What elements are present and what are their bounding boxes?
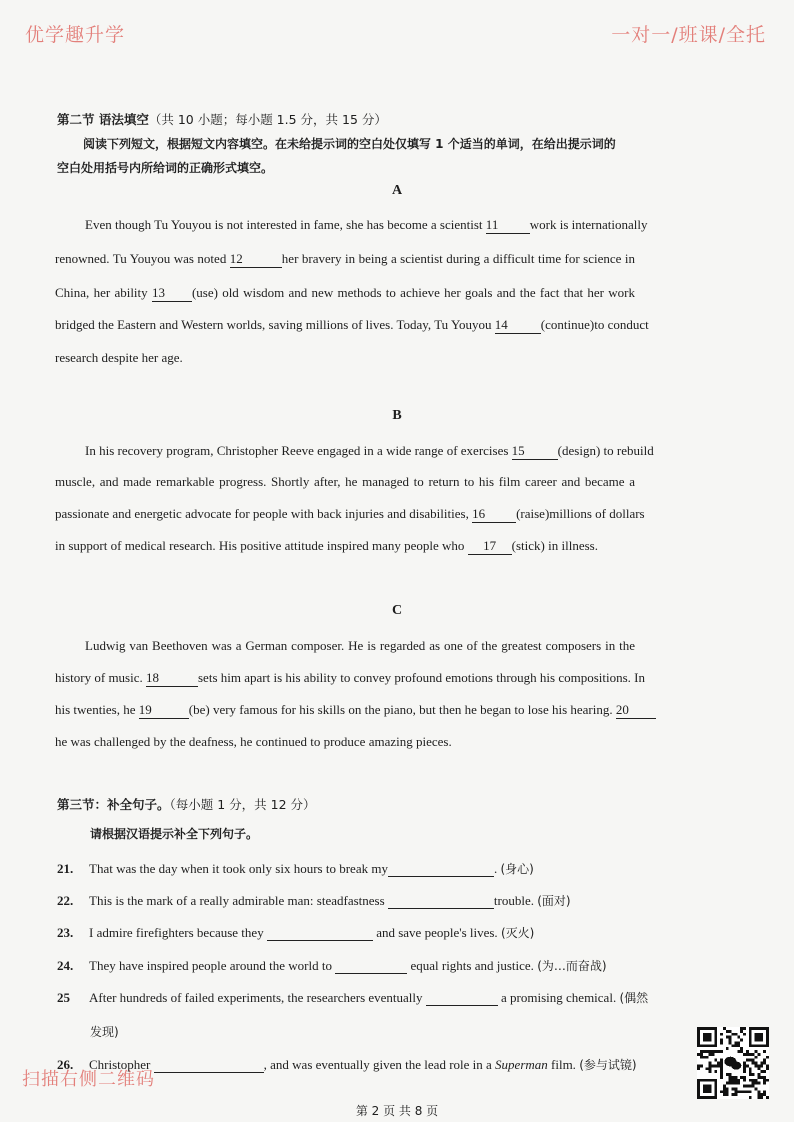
qr-module (737, 1044, 740, 1047)
qr-module (763, 1082, 766, 1085)
qr-module (732, 1044, 735, 1047)
blank-13: 13 (152, 285, 192, 302)
qr-module (752, 1085, 755, 1088)
section2-instruction-1: 阅读下列短文，根据短文内容填空。在未给提示词的空白处仅填写 1 个适当的单词，在给出提示词的 (83, 137, 616, 151)
qr-module (743, 1085, 746, 1088)
qr-module (755, 1087, 758, 1090)
qr-module (734, 1090, 737, 1093)
qr-module (734, 1087, 737, 1090)
qr-module (740, 1047, 743, 1050)
answer-blank (154, 1060, 264, 1073)
text-span: (be) very famous for his skills on the piano, but then he began to lose his hearing. (188, 702, 613, 717)
qr-module (760, 1093, 763, 1096)
qr-module (737, 1082, 740, 1085)
qr-module (726, 1036, 729, 1039)
section3-title: 第三节：补全句子。 (57, 797, 170, 812)
qr-module (757, 1053, 760, 1056)
qr-module (752, 1079, 755, 1082)
question-text: . (493, 861, 498, 876)
text-span: passionate and energetic advocate for people with back injuries and disabilities, (55, 506, 469, 521)
qr-module (720, 1041, 723, 1044)
qr-module (757, 1067, 760, 1070)
qr-module (726, 1030, 729, 1033)
section3-heading (57, 795, 316, 813)
text-span: his twenties, he (55, 702, 136, 717)
text-span: In his recovery program, Christopher Reeve engaged in a wide range of exercises (85, 443, 509, 458)
qr-module (703, 1050, 706, 1053)
qr-module (749, 1053, 752, 1056)
qr-module (763, 1076, 766, 1079)
question-number: 21. (57, 861, 74, 876)
qr-module (757, 1073, 760, 1076)
answer-blank (267, 928, 373, 941)
text-span: sets him apart is his ability to convey profound emotions through his compositions. In (198, 670, 646, 685)
wechat-icon (723, 1053, 743, 1073)
blank-19: 19 (139, 702, 189, 719)
qr-module (763, 1093, 766, 1096)
qr-module (706, 1067, 709, 1070)
qr-module (755, 1056, 758, 1059)
passage-b-line-1 (85, 443, 654, 460)
qr-module (709, 1062, 712, 1065)
question-text: They have inspired people around the world to (89, 958, 332, 973)
qr-module (760, 1070, 763, 1073)
qr-module (700, 1064, 703, 1067)
chinese-hint: (身心) (500, 862, 534, 876)
text-span: her bravery in being a scientist during a difficult time for science in (281, 251, 636, 266)
section3-score: （每小题 1 分，共 12 分） (169, 797, 316, 812)
qr-module (729, 1030, 732, 1033)
qr-module (711, 1053, 714, 1056)
qr-module (714, 1050, 717, 1053)
qr-module (737, 1090, 740, 1093)
text-span: history of music. (55, 670, 143, 685)
qr-module (760, 1064, 763, 1067)
qr-module (755, 1064, 758, 1067)
blank-20: 20 (616, 702, 656, 719)
qr-module (732, 1076, 735, 1079)
qr-module (700, 1053, 703, 1056)
qr-module (734, 1079, 737, 1082)
qr-module (766, 1096, 769, 1099)
qr-module (760, 1076, 763, 1079)
qr-module (755, 1079, 758, 1082)
qr-module (766, 1067, 769, 1070)
qr-module (732, 1079, 735, 1082)
question-text: a promising chemical. (501, 990, 617, 1005)
section2-heading (57, 110, 387, 128)
question-number: 24. (57, 958, 74, 973)
qr-module (740, 1039, 743, 1042)
qr-module (749, 1079, 752, 1082)
qr-module (726, 1087, 729, 1090)
qr-module (752, 1082, 755, 1085)
text-span: (stick) in illness. (511, 538, 598, 553)
qr-module (729, 1073, 732, 1076)
chinese-hint: (灭火) (500, 926, 535, 940)
text-span: bridged the Eastern and Western worlds, saving millions of lives. Today, Tu Youyou (55, 317, 492, 332)
qr-module (717, 1064, 720, 1067)
answer-blank (335, 961, 407, 974)
qr-module (752, 1062, 755, 1065)
passage-c-line-4: he was challenged by the deafness, he continued to produce amazing pieces. (55, 734, 452, 749)
qr-module (737, 1036, 740, 1039)
qr-module (720, 1076, 723, 1079)
qr-module (723, 1090, 726, 1093)
text-span: (use) old wisdom and new methods to achieve her goals and the fact that her work (191, 285, 635, 300)
qr-module (711, 1050, 714, 1053)
question-25-hint-continued: 发现) (90, 1025, 119, 1039)
qr-module (720, 1070, 723, 1073)
qr-module (709, 1050, 712, 1053)
blank-15: 15 (512, 443, 558, 460)
text-span: (continue)to conduct (540, 317, 649, 332)
qr-module (729, 1036, 732, 1039)
qr-module (763, 1059, 766, 1062)
qr-module (697, 1053, 700, 1056)
watermark-brand: 优学趣升学 (25, 24, 126, 46)
qr-module (746, 1053, 749, 1056)
qr-module (714, 1064, 717, 1067)
chinese-hint: (参与试镜) (579, 1058, 637, 1072)
qr-module (757, 1064, 760, 1067)
qr-module (757, 1076, 760, 1079)
qr-module (717, 1062, 720, 1065)
qr-module (720, 1062, 723, 1065)
qr-module (726, 1093, 729, 1096)
qr-module (749, 1067, 752, 1070)
qr-module (732, 1087, 735, 1090)
qr-module (755, 1082, 758, 1085)
qr-module (760, 1096, 763, 1099)
section2-title: 第二节 语法填空 (57, 112, 149, 127)
passage-a-letter: A (391, 183, 403, 198)
qr-module (755, 1050, 758, 1053)
qr-module (743, 1076, 746, 1079)
qr-module (752, 1059, 755, 1062)
qr-module (726, 1073, 729, 1076)
blank-16: 16 (472, 506, 516, 523)
question-text: That was the day when it took only six hours to break my (89, 861, 388, 876)
qr-module (749, 1059, 752, 1062)
passage-c-line-3 (55, 702, 635, 719)
qr-module (763, 1062, 766, 1065)
qr-module (729, 1041, 732, 1044)
passage-c-letter: C (391, 603, 403, 618)
qr-module (734, 1033, 737, 1036)
chinese-hint: (偶然 (619, 991, 649, 1005)
question-text: film. (551, 1057, 576, 1072)
qr-module (740, 1050, 743, 1053)
qr-module (720, 1039, 723, 1042)
qr-module (743, 1079, 746, 1082)
blank-11: 11 (486, 217, 530, 234)
qr-module (749, 1090, 752, 1093)
qr-module (709, 1053, 712, 1056)
qr-module (734, 1041, 737, 1044)
question-25 (57, 989, 648, 1006)
section2-instruction-2: 空白处用括号内所给词的正确形式填空。 (57, 161, 274, 175)
qr-module (740, 1027, 743, 1030)
qr-module (757, 1090, 760, 1093)
qr-module (723, 1087, 726, 1090)
qr-module (714, 1070, 717, 1073)
text-span: Even though Tu Youyou is not interested in fame, she has become a scientist (85, 217, 483, 232)
qr-module (757, 1082, 760, 1085)
qr-module (749, 1070, 752, 1073)
qr-module (729, 1082, 732, 1085)
question-21 (57, 860, 534, 877)
qr-module (726, 1082, 729, 1085)
text-span: work is internationally (529, 217, 648, 232)
question-text: After hundreds of failed experiments, the researchers eventually (89, 990, 423, 1005)
qr-module (763, 1090, 766, 1093)
passage-a-line-3 (55, 285, 635, 302)
qr-module (746, 1090, 749, 1093)
qr-module (749, 1085, 752, 1088)
passage-a-line-1 (85, 217, 648, 234)
question-number: 26. (57, 1057, 74, 1072)
qr-module (720, 1090, 723, 1093)
qr-module (709, 1064, 712, 1067)
qr-module (740, 1030, 743, 1033)
chinese-hint: (面对) (537, 894, 571, 908)
question-text: equal rights and justice. (410, 958, 534, 973)
text-span: in support of medical research. His positive attitude inspired many people who (55, 538, 465, 553)
qr-module (720, 1064, 723, 1067)
qr-module (729, 1079, 732, 1082)
question-text: , and was eventually given the lead role in a (263, 1057, 492, 1072)
text-span: (raise)millions of dollars (516, 506, 645, 521)
question-22 (57, 892, 571, 909)
qr-module (726, 1047, 729, 1050)
qr-module (734, 1076, 737, 1079)
qr-code[interactable] (697, 1027, 769, 1099)
question-24 (57, 957, 607, 974)
qr-module (720, 1050, 723, 1053)
qr-module (720, 1067, 723, 1070)
passage-c-line-1: Ludwig van Beethoven was a German composer. He is regarded as one of the greatest composers in the (85, 638, 635, 653)
qr-module (737, 1079, 740, 1082)
question-number: 23. (57, 925, 74, 940)
answer-blank (388, 864, 494, 877)
qr-module (732, 1093, 735, 1096)
qr-module (729, 1039, 732, 1042)
section3-instruction: 请根据汉语提示补全下列句子。 (90, 827, 259, 841)
qr-module (743, 1033, 746, 1036)
qr-module (732, 1082, 735, 1085)
passage-b-line-2: muscle, and made remarkable progress. Shortly after, he managed to return to his film career and became a (55, 474, 635, 489)
blank-18: 18 (146, 670, 198, 687)
watermark-services: 一对一/班课/全托 (611, 24, 766, 46)
qr-module (737, 1050, 740, 1053)
answer-blank (426, 993, 498, 1006)
qr-module (720, 1073, 723, 1076)
qr-module (711, 1064, 714, 1067)
qr-module (737, 1041, 740, 1044)
qr-module (743, 1062, 746, 1065)
text-span: China, her ability (55, 285, 148, 300)
qr-module (763, 1070, 766, 1073)
qr-module (746, 1064, 749, 1067)
qr-module (697, 1067, 700, 1070)
question-text-italic: Superman (495, 1057, 548, 1072)
qr-module (703, 1056, 706, 1059)
question-23 (57, 924, 534, 941)
qr-module (757, 1093, 760, 1096)
qr-module (760, 1062, 763, 1065)
qr-module (732, 1033, 735, 1036)
qr-module (752, 1073, 755, 1076)
blank-17: 17 (468, 538, 512, 555)
qr-module (763, 1050, 766, 1053)
qr-module (729, 1076, 732, 1079)
qr-module (720, 1033, 723, 1036)
qr-module (749, 1096, 752, 1099)
qr-module (734, 1044, 737, 1047)
question-text: I admire firefighters because they (89, 925, 264, 940)
qr-module (743, 1064, 746, 1067)
blank-12: 12 (230, 251, 282, 268)
qr-module (746, 1085, 749, 1088)
qr-module (700, 1050, 703, 1053)
qr-module (743, 1067, 746, 1070)
qr-module (755, 1062, 758, 1065)
qr-module (723, 1027, 726, 1030)
question-number: 22. (57, 893, 74, 908)
passage-b-line-3 (55, 506, 645, 523)
text-span: (design) to rebuild (557, 443, 654, 458)
passage-a-line-5: research despite her age. (55, 350, 183, 365)
qr-module (723, 1093, 726, 1096)
qr-module (743, 1070, 746, 1073)
qr-module (726, 1090, 729, 1093)
qr-module (766, 1056, 769, 1059)
text-span: renowned. Tu Youyou was noted (55, 251, 227, 266)
qr-module (746, 1050, 749, 1053)
question-text: trouble. (493, 893, 534, 908)
qr-module (709, 1070, 712, 1073)
qr-module (743, 1090, 746, 1093)
qr-module (734, 1082, 737, 1085)
question-text: and save people's lives. (376, 925, 498, 940)
passage-b-line-4 (55, 538, 635, 555)
question-number: 25 (57, 990, 70, 1005)
qr-module (709, 1067, 712, 1070)
question-text: Christopher (89, 1057, 151, 1072)
answer-blank (388, 896, 494, 909)
section2-score: （共 10 小题；每小题 1.5 分，共 15 分） (148, 112, 387, 127)
qr-module (706, 1056, 709, 1059)
qr-module (757, 1096, 760, 1099)
chinese-hint: (为…而奋战) (537, 959, 607, 973)
passage-a-line-4 (55, 317, 649, 334)
qr-module (749, 1073, 752, 1076)
qr-module (752, 1053, 755, 1056)
qr-module (700, 1056, 703, 1059)
qr-module (766, 1079, 769, 1082)
passage-b-letter: B (392, 408, 402, 423)
qr-module (706, 1050, 709, 1053)
blank-14: 14 (495, 317, 541, 334)
qr-module (743, 1053, 746, 1056)
qr-module (723, 1085, 726, 1088)
qr-module (743, 1027, 746, 1030)
qr-module (720, 1059, 723, 1062)
qr-module (717, 1050, 720, 1053)
question-26 (57, 1056, 637, 1073)
qr-module (766, 1064, 769, 1067)
qr-module (734, 1093, 737, 1096)
qr-module (740, 1090, 743, 1093)
passage-c-line-2 (55, 670, 646, 687)
qr-module (763, 1079, 766, 1082)
passage-a-line-2 (55, 251, 635, 268)
qr-module (697, 1064, 700, 1067)
watermark-scan-prompt: 扫描右侧二维码 (22, 1069, 155, 1090)
qr-module (714, 1059, 717, 1062)
qr-module (740, 1076, 743, 1079)
question-text: This is the mark of a really admirable man: steadfastness (89, 893, 385, 908)
page-number: 第 2 页 共 8 页 (355, 1104, 439, 1118)
qr-module (746, 1059, 749, 1062)
